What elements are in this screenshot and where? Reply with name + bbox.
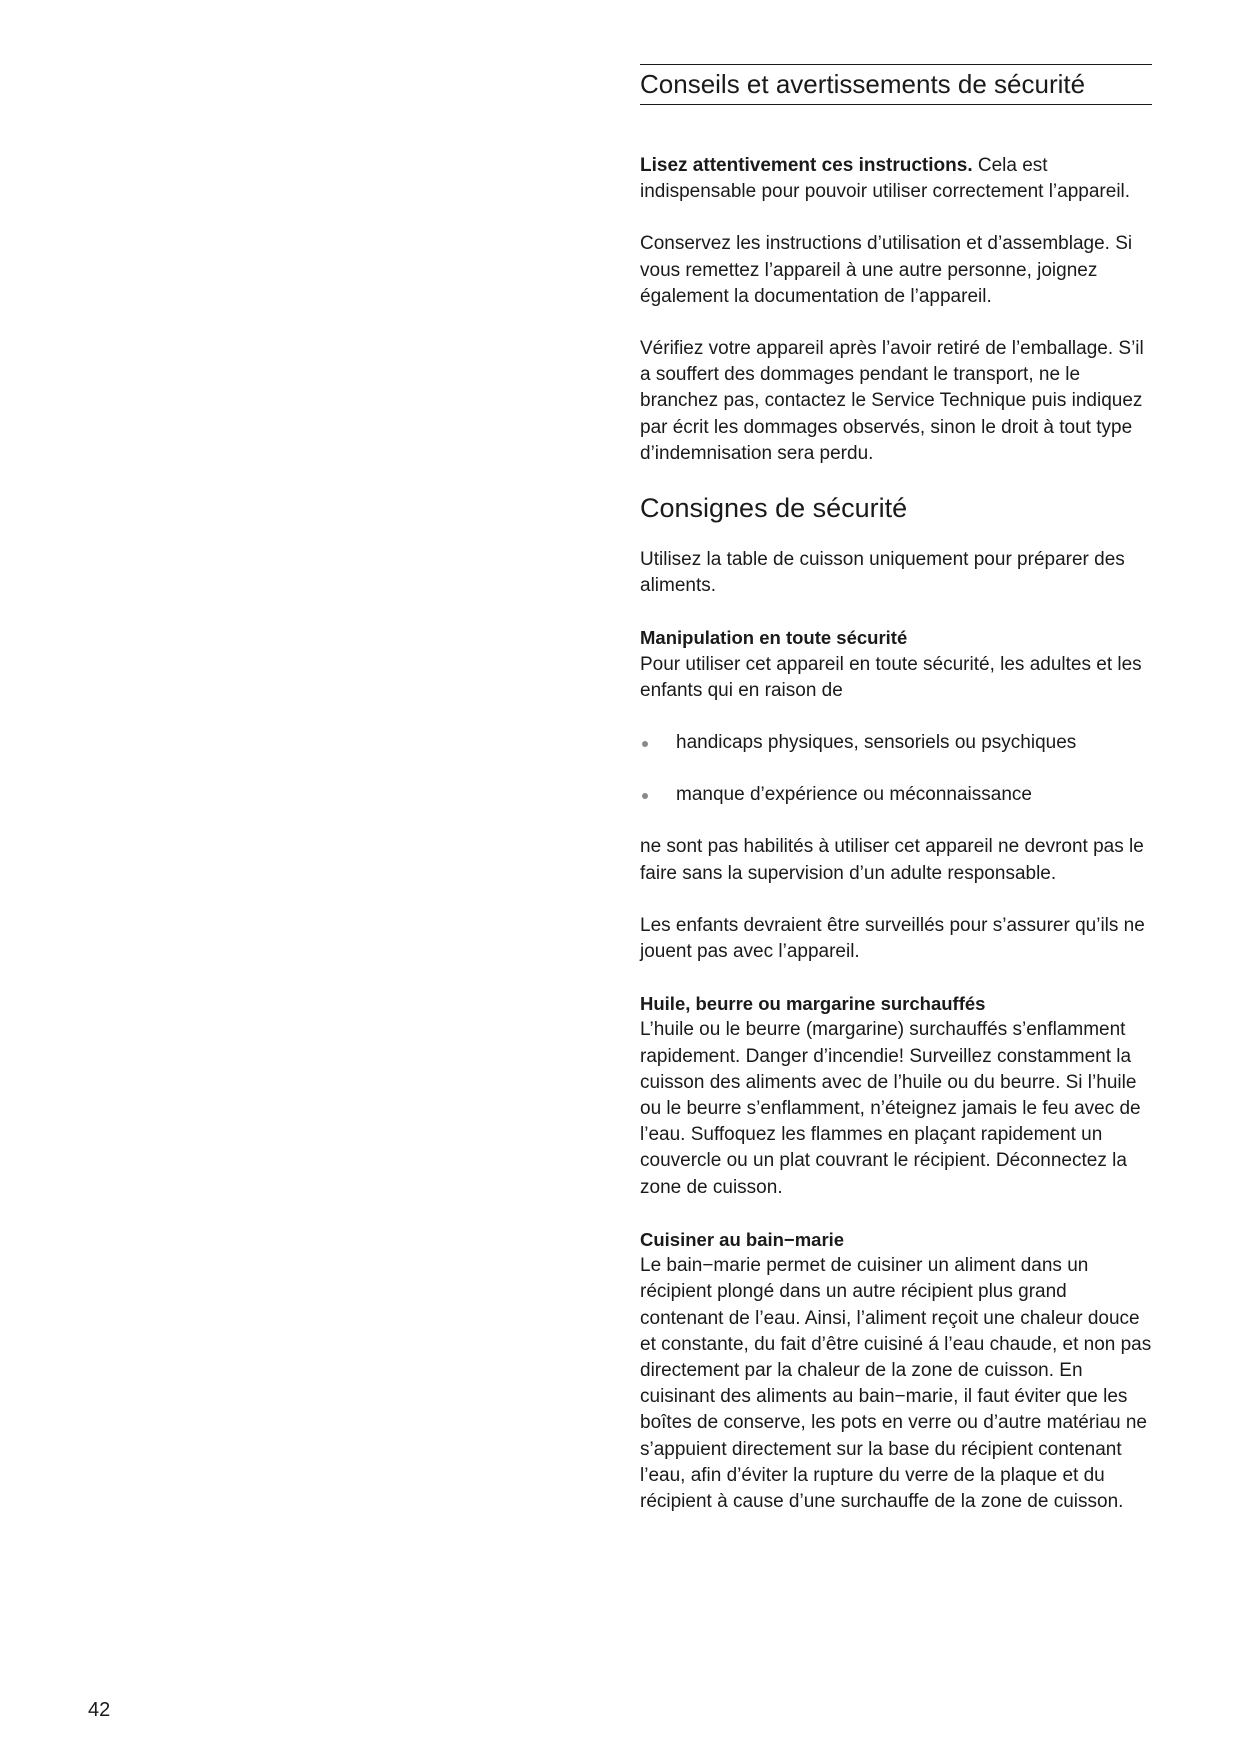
usage-paragraph: Utilisez la table de cuisson uniquement pour préparer des aliments. [640,549,1125,597]
bullet-icon [642,741,648,747]
oil-text: L’huile ou le beurre (margarine) surchauffés s’enflamment rapidement. Danger d’incendie! Surveillez constamment la cuisson des aliments avec de l’huile ou du beurre. Si l’huile ou le beurre s’enflamment, n’éteignez jamais le feu avec de l’eau. Suffoquez les flammes en plaçant rapidement un couvercle ou un plat couvrant le récipient. Déconnectez la zone de cuisson. [640,1019,1141,1198]
title-block [640,64,1152,105]
page-title: Conseils et avertissements de sécurité [640,69,1086,99]
intro-paragraph-3: Vérifiez votre appareil après l’avoir retiré de l’emballage. S’il a souffert des dommages pendant le transport, ne le branchez pas, contactez le Service Technique puis indiquez par écrit les dommages observés, sinon le droit à tout type d’indemnisation sera perdu. [640,338,1144,464]
safety-heading: Consignes de sécurité [640,493,908,524]
list-item [640,730,1152,756]
handling-lead: Pour utiliser cet appareil en toute sécurité, les adultes et les enfants qui en raison de [640,653,1142,701]
bain-marie-section [640,1227,1152,1515]
list-item [640,782,1152,808]
handling-after: ne sont pas habilités à utiliser cet appareil ne devront pas le faire sans la supervision d’un adulte responsable. [640,836,1144,884]
oil-heading: Huile, beurre ou margarine surchauffés [640,993,986,1015]
bullet-icon [642,793,648,799]
bain-marie-heading: Cuisiner au bain−marie [640,1228,845,1250]
page-number: 42 [88,1699,111,1721]
handling-heading: Manipulation en toute sécurité [640,627,908,649]
handling-bullet-list [640,730,1152,808]
intro-section [640,153,1152,467]
handling-section [640,625,1152,965]
content-column [640,64,1152,1515]
intro-paragraph-1 [640,153,1152,205]
intro-paragraph-2: Conservez les instructions d’utilisation et d’assemblage. Si vous remettez l’appareil à une autre personne, joignez également la documentation de l’appareil. [640,233,1133,307]
oil-section [640,991,1152,1201]
bain-marie-text: Le bain−marie permet de cuisiner un aliment dans un récipient plongé dans un autre récipient plus grand contenant de l’eau. Ainsi, l’aliment reçoit une chaleur douce et constante, du fait d’être cuisiné á l’eau chaude, et non pas directement par la chaleur de la zone de cuisson. En cuisinant des aliments au bain−marie, il faut éviter que les boîtes de conserve, les pots en verre ou d’autre matériau ne s’appuient directement sur la base du récipient contenant l’eau, afin d’éviter la rupture du verre de la plaque et du récipient à cause d’une surchauffe de la zone de cuisson. [640,1255,1152,1512]
list-item-text: handicaps physiques, sensoriels ou psychiques [676,732,1077,754]
intro-rest: Cela est indispensable pour pouvoir utiliser correctement l’appareil. [640,155,1131,203]
children-paragraph: Les enfants devraient être surveillés pour s’assurer qu’ils ne jouent pas avec l’appareil. [640,914,1145,963]
intro-bold-lead: Lisez attentivement ces instructions. [640,155,973,176]
list-item-text: manque d’expérience ou méconnaissance [676,784,1032,806]
